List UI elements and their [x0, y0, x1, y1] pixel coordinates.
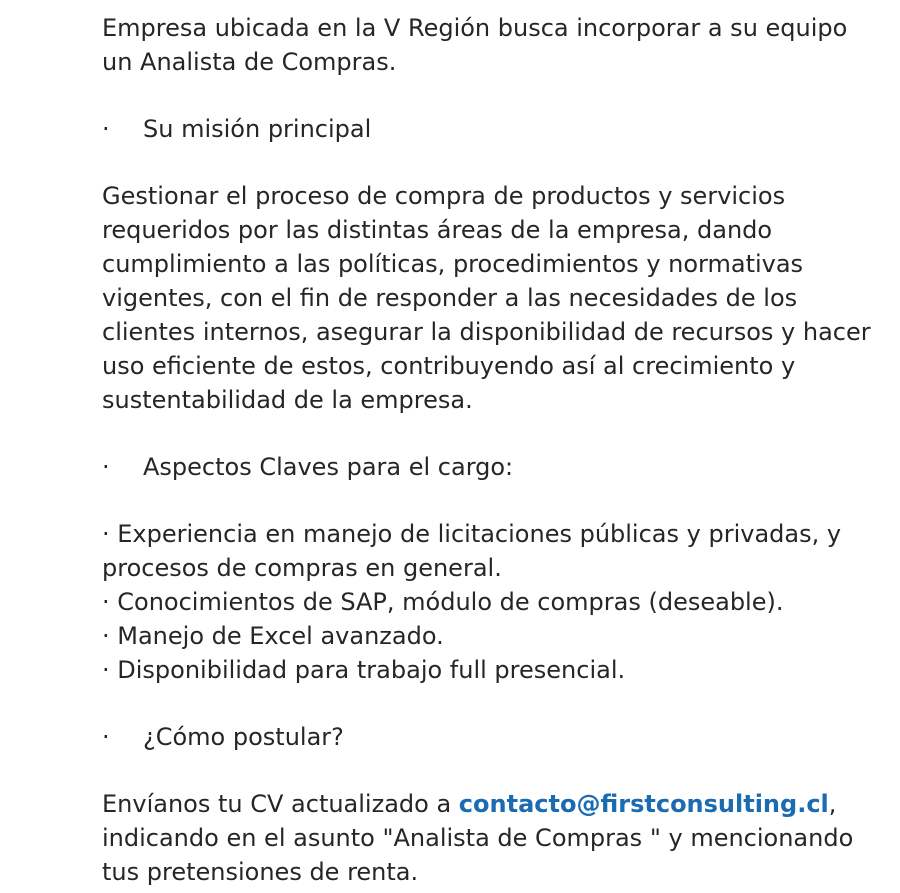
spacer — [102, 417, 882, 450]
mission-heading — [102, 112, 882, 146]
mission-paragraph: Gestionar el proceso de compra de productos y servicios requeridos por las distintas áreas de la empresa, dando cumplimiento a las políticas, procedimientos y normativas vigentes, con el fin de responder a las necesidades de los clientes internos, asegurar la disponibilidad de recursos y hacer uso eficiente de estos, contribuyendo así al crecimiento y sustentabilidad de la empresa. — [102, 182, 871, 414]
spacer — [102, 484, 882, 517]
apply-text-after: , indicando en el asunto "Analista de Compras " y mencionando tus pretensiones de renta. — [102, 790, 854, 886]
spacer — [102, 146, 882, 179]
key-aspects-heading — [102, 450, 882, 484]
list-item: · Disponibilidad para trabajo full presencial. — [102, 656, 626, 684]
apply-paragraph — [102, 787, 882, 889]
list-item: · Experiencia en manejo de licitaciones públicas y privadas, y procesos de compras en general. — [102, 520, 842, 582]
intro-paragraph: Empresa ubicada en la V Región busca incorporar a su equipo un Analista de Compras. — [102, 14, 848, 76]
key-aspects-list — [102, 517, 882, 687]
apply-text-before: Envíanos tu CV actualizado a — [102, 790, 459, 818]
bullet-icon: · — [102, 453, 110, 481]
bullet-icon: · — [102, 115, 110, 143]
list-item: · Conocimientos de SAP, módulo de compras (deseable). — [102, 588, 784, 616]
key-aspects-heading-label: Aspectos Claves para el cargo: — [143, 453, 514, 481]
email-link[interactable]: contacto@firstconsulting.cl — [458, 790, 829, 818]
spacer — [102, 754, 882, 787]
apply-heading — [102, 720, 882, 754]
list-item: · Manejo de Excel avanzado. — [102, 622, 444, 650]
spacer — [102, 687, 882, 720]
spacer — [102, 79, 882, 112]
job-post — [102, 11, 882, 889]
apply-heading-label: ¿Cómo postular? — [143, 723, 344, 751]
mission-heading-label: Su misión principal — [143, 115, 372, 143]
bullet-icon: · — [102, 723, 110, 751]
